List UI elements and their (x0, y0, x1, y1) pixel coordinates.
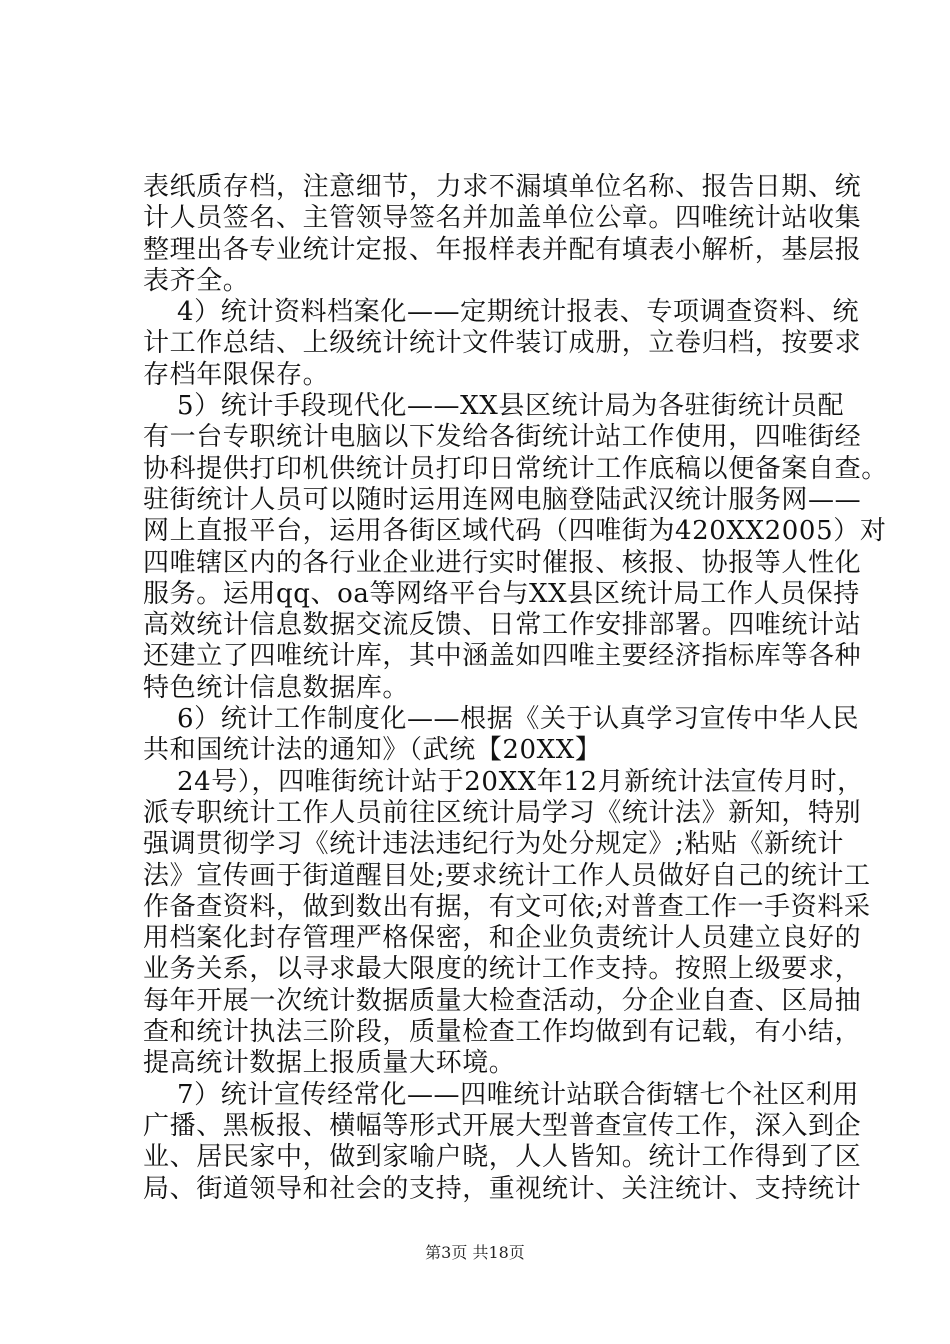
text-line: 计工作总结、上级统计统计文件装订成册，立卷归档，按要求 (143, 328, 862, 359)
text-line: 4）统计资料档案化——定期统计报表、专项调查资料、统 (177, 297, 860, 328)
text-line: 6）统计工作制度化——根据《关于认真学习宣传中华人民 (177, 704, 860, 735)
text-line: 表纸质存档，注意细节，力求不漏填单位名称、报告日期、统 (143, 172, 862, 202)
text-line: 局、街道领导和社会的支持，重视统计、关注统计、支持统计 (143, 1173, 862, 1204)
document-body (143, 172, 888, 1205)
text-line: 派专职统计工作人员前往区统计局学习《统计法》新知，特别 (143, 797, 862, 828)
text-line: 存档年限保存。 (143, 359, 330, 390)
text-line: 服务。运用qq、oa等网络平台与XX县区统计局工作人员保持 (143, 578, 860, 609)
text-line: 提高统计数据上报质量大环境。 (143, 1048, 516, 1079)
text-line: 用档案化封存管理严格保密，和企业负责统计人员建立良好的 (143, 923, 862, 954)
text-line: 广播、黑板报、横幅等形式开展大型普查宣传工作，深入到企 (143, 1110, 862, 1141)
text-line: 5）统计手段现代化——XX县区统计局为各驻街统计员配 (177, 391, 845, 422)
text-line: 有一台专职统计电脑以下发给各街统计站工作使用，四唯街经 (143, 422, 862, 453)
page-footer (0, 1240, 950, 1263)
text-line: 表齐全。 (143, 265, 250, 296)
text-line: 业务关系，以寻求最大限度的统计工作支持。按照上级要求， (143, 954, 862, 985)
text-line: 高效统计信息数据交流反馈、日常工作安排部署。四唯统计站 (143, 610, 862, 641)
text-line: 四唯辖区内的各行业企业进行实时催报、核报、协报等人性化 (143, 547, 862, 578)
text-line: 协科提供打印机供统计员打印日常统计工作底稿以便备案自查。 (143, 453, 888, 484)
text-line: 驻街统计人员可以随时运用连网电脑登陆武汉统计服务网—— (143, 484, 862, 515)
page-number-label: 第3页 共18页 (425, 1243, 525, 1262)
text-line: 7）统计宣传经常化——四唯统计站联合街辖七个社区利用 (177, 1079, 860, 1110)
text-line: 网上直报平台，运用各街区域代码（四唯街为420XX2005）对 (143, 516, 887, 547)
text-line: 还建立了四唯统计库，其中涵盖如四唯主要经济指标库等各种 (143, 641, 862, 672)
text-line: 业、居民家中，做到家喻户晓，人人皆知。统计工作得到了区 (143, 1142, 862, 1173)
text-line: 特色统计信息数据库。 (143, 672, 410, 703)
text-line: 整理出各专业统计定报、年报样表并配有填表小解析，基层报 (143, 234, 862, 265)
text-line: 强调贯彻学习《统计违法违纪行为处分规定》;粘贴《新统计 (143, 829, 844, 860)
text-line: 每年开展一次统计数据质量大检查活动，分企业自查、区局抽 (143, 985, 862, 1016)
text-line: 24号），四唯街统计站于20XX年12月新统计法宣传月时， (177, 766, 864, 797)
text-line: 计人员签名、主管领导签名并加盖单位公章。四唯统计站收集 (143, 203, 862, 234)
text-line: 查和统计执法三阶段，质量检查工作均做到有记载，有小结， (143, 1017, 862, 1048)
text-line: 法》宣传画于街道醒目处;要求统计工作人员做好自己的统计工 (143, 860, 871, 891)
text-line: 作备查资料，做到数出有据，有文可依;对普查工作一手资料采 (143, 891, 871, 922)
text-line: 共和国统计法的通知》（武统【20XX】 (143, 735, 602, 766)
